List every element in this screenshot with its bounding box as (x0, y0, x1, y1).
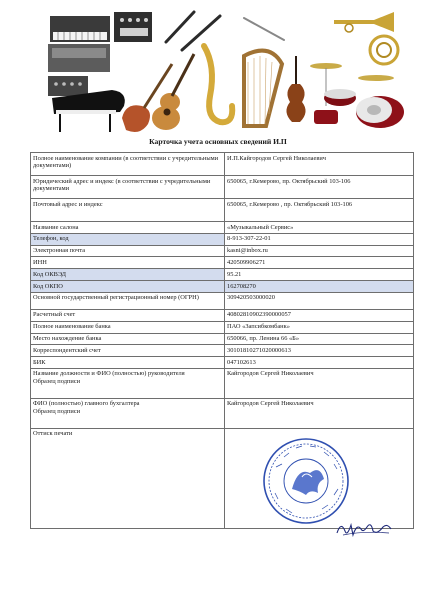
musical-instruments-banner (44, 6, 414, 134)
grand-piano-icon (52, 90, 125, 132)
table-row (31, 368, 414, 398)
acoustic-guitar-icon (152, 54, 194, 130)
table-row (31, 222, 414, 234)
row-label: Расчетный счет (31, 309, 225, 321)
table-row (31, 281, 414, 293)
modular-synth-icon (48, 76, 88, 96)
row-value: 420509906271 (225, 257, 414, 269)
row-value: 8-913-307-22-01 (225, 233, 414, 245)
row-label (31, 398, 225, 428)
row-value: И.П.Кайгородов Сергей Николаевич (225, 153, 414, 176)
french-horn-icon (370, 36, 398, 64)
row-value: 650065, г.Кемерово , пр. Октябрьский 103-106 (225, 199, 414, 222)
table-row (31, 398, 414, 428)
drum-kit-icon (310, 63, 404, 128)
woodwind-icon (166, 12, 284, 50)
row-label: БИК (31, 357, 225, 369)
row-label-signature: Образец подписи (33, 408, 81, 416)
table-row (31, 269, 414, 281)
table-row (31, 428, 414, 528)
company-info-table (30, 152, 414, 529)
row-label: Полное наименование компании (в соответствии с учредительными документами) (31, 153, 225, 176)
row-label: Название салона (31, 222, 225, 234)
row-label-title: ФИО (полностью) главного бухгалтера (33, 400, 140, 408)
row-label: Юридический адрес и индекс (в соответствии с учредительными документами (31, 176, 225, 199)
row-label: Корреспондентский счет (31, 345, 225, 357)
table-row (31, 199, 414, 222)
harp-icon (244, 51, 282, 126)
company-seal-icon (262, 437, 350, 525)
row-value: «Музыкальный Сервис» (225, 222, 414, 234)
violin-icon (286, 56, 305, 122)
row-value: 047102613 (225, 357, 414, 369)
mixer-icon (114, 12, 152, 42)
table-row (31, 153, 414, 176)
row-value: 162708270 (225, 281, 414, 293)
row-label: Электронная почта (31, 245, 225, 257)
row-label: ИНН (31, 257, 225, 269)
row-label: Почтовый адрес и индекс (31, 199, 225, 222)
row-label: Код ОКПО (31, 281, 225, 293)
card-title: Карточка учета основных сведений И.П (149, 137, 287, 146)
table-row (31, 176, 414, 199)
table-row (31, 257, 414, 269)
row-value: 95.21 (225, 269, 414, 281)
saxophone-icon (204, 46, 232, 122)
trumpet-icon (334, 12, 394, 32)
row-label: Полное наименование банка (31, 321, 225, 333)
table-row (31, 245, 414, 257)
row-value: ПАО «Запсибкомбанк» (225, 321, 414, 333)
table-row (31, 321, 414, 333)
row-label: Код ОКВЭД (31, 269, 225, 281)
row-label-signature: Образец подписи (33, 378, 81, 386)
row-label: Оттиск печати (31, 428, 225, 528)
table-row (31, 233, 414, 245)
row-value: Кайгородов Сергей Николаевич (225, 368, 414, 398)
row-value: 40802810902390000057 (225, 309, 414, 321)
row-value: 309420503000020 (225, 292, 414, 309)
row-label (31, 368, 225, 398)
table-row (31, 345, 414, 357)
table-row (31, 357, 414, 369)
table-row (31, 333, 414, 345)
table-row (31, 292, 414, 309)
table-row (31, 309, 414, 321)
row-label-title: Название должности и ФИО (полностью) руководителя (33, 370, 185, 378)
row-value: Кайгородов Сергей Николаевич (225, 398, 414, 428)
row-label: Телефон, код (31, 233, 225, 245)
row-value: 650066, пр. Ленина 66 «Б» (225, 333, 414, 345)
row-value: 30101810271020000613 (225, 345, 414, 357)
row-label: Место нахождение банка (31, 333, 225, 345)
row-value: 650065, г.Кемерово, пр. Октябрьский 103-106 (225, 176, 414, 199)
row-label: Основной государственный регистрационный номер (ОГРН) (31, 292, 225, 309)
synthesizer-icon (48, 16, 110, 72)
row-value: kasni@inbox.ru (225, 245, 414, 257)
